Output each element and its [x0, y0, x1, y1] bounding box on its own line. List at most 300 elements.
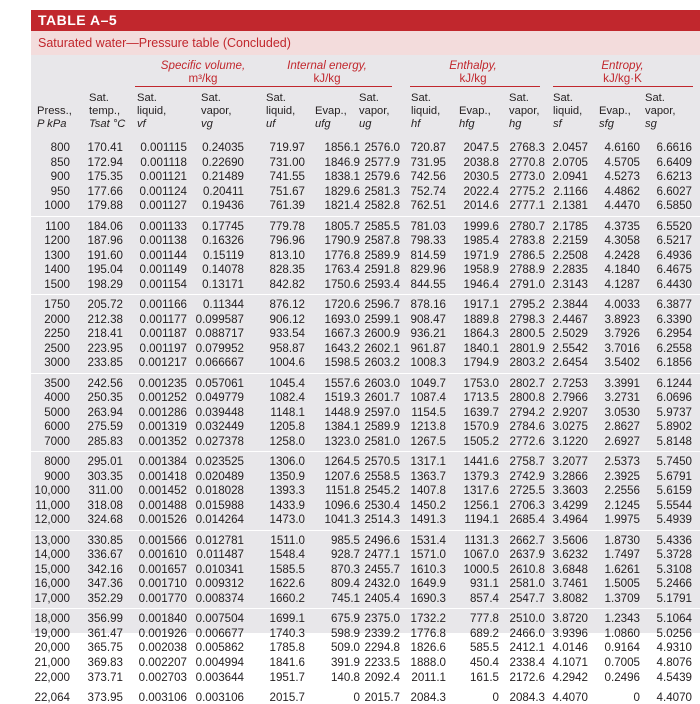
table-cell: 4.1287 — [604, 277, 640, 291]
column-header-line: ug — [359, 118, 372, 130]
table-cell: 6.4936 — [656, 248, 692, 262]
table-cell: 2601.7 — [364, 391, 400, 405]
table-cell: 2768.3 — [509, 141, 545, 154]
table-cell: 242.56 — [87, 376, 123, 390]
group-label: Entropy, — [601, 59, 644, 72]
table-cell: 844.55 — [410, 277, 446, 291]
table-cell: 933.54 — [269, 327, 305, 341]
table-cell: 2784.6 — [509, 420, 545, 434]
table-cell: 373.71 — [87, 670, 123, 684]
column-header-line: hfg — [459, 118, 475, 130]
table-cell: 0.001526 — [138, 513, 187, 527]
table-cell: 2.4467 — [552, 312, 588, 326]
column-header-line: sf — [553, 118, 562, 130]
table-cell: 0.001418 — [138, 469, 187, 483]
table-cell: 14,000 — [34, 548, 70, 562]
table-cell: 0.015988 — [195, 498, 244, 512]
table-cell: 2.1166 — [553, 184, 588, 198]
table-cell: 781.03 — [410, 219, 446, 233]
table-cell: 187.96 — [87, 234, 123, 248]
table-cell: 2780.7 — [509, 219, 545, 233]
table-cell: 1720.6 — [324, 298, 360, 312]
table-cell: 1407.8 — [410, 484, 446, 498]
table-cell: 1829.6 — [324, 184, 360, 198]
table-cell: 1821.4 — [324, 199, 360, 213]
table-cell: 1598.5 — [324, 356, 360, 370]
column-header-line: sg — [645, 118, 657, 130]
table-cell: 2.2508 — [552, 248, 588, 262]
column-header-line: liquid, — [411, 105, 441, 117]
table-cell: 5.1064 — [656, 612, 692, 626]
table-cell: 233.85 — [87, 356, 123, 370]
table-cell: 1838.1 — [324, 170, 360, 184]
table-cell: 1999.6 — [463, 219, 499, 233]
table-cell: 1267.5 — [410, 434, 446, 448]
column-header-line: Press., — [37, 105, 72, 117]
table-cell: 17,000 — [34, 591, 70, 605]
table-cell: 0.001121 — [139, 170, 187, 184]
table-cell: 1393.3 — [269, 484, 305, 498]
table-cell: 2015.7 — [364, 690, 400, 704]
table-cell: 1.2343 — [604, 612, 640, 626]
table-cell: 2375.0 — [364, 612, 400, 626]
table-cell: 1610.3 — [410, 562, 446, 576]
column-header-line: uf — [266, 118, 276, 130]
table-cell: 2597.0 — [364, 405, 400, 419]
table-cell: 2589.9 — [364, 420, 400, 434]
column-header — [37, 92, 72, 131]
table-cell: 2.0705 — [552, 155, 588, 169]
table-cell: 0.001115 — [140, 141, 187, 154]
table-cell: 2250 — [44, 327, 70, 341]
table-cell: 0.001127 — [139, 199, 187, 213]
table-cell: 175.35 — [87, 170, 123, 184]
table-cell: 2579.6 — [364, 170, 400, 184]
table-cell: 2466.0 — [509, 626, 545, 640]
table-cell: 876.12 — [269, 298, 305, 312]
table-cell: 752.74 — [410, 184, 446, 198]
table-cell: 0 — [492, 690, 499, 704]
table-cell: 1585.5 — [269, 562, 305, 576]
table-cell: 2084.3 — [509, 690, 545, 704]
table-cell: 950 — [50, 184, 70, 198]
column-header — [459, 92, 491, 131]
table-cell: 195.04 — [87, 263, 123, 277]
table-cell: 4.8076 — [656, 655, 692, 669]
table-cell: 369.83 — [87, 655, 123, 669]
table-cell: 2596.7 — [364, 298, 400, 312]
table-cell: 3.5402 — [604, 356, 640, 370]
table-cell: 961.87 — [410, 341, 446, 355]
table-cell: 1946.4 — [463, 277, 499, 291]
table-cell: 336.67 — [87, 548, 123, 562]
table-cell: 2.5542 — [552, 341, 588, 355]
table-cell: 2587.8 — [364, 234, 400, 248]
group-separator — [31, 216, 700, 217]
table-cell: 2603.0 — [364, 376, 400, 390]
table-cell: 22,000 — [34, 670, 70, 684]
table-cell: 1571.0 — [410, 548, 446, 562]
table-cell: 0.003644 — [195, 670, 244, 684]
table-cell: 2.6927 — [604, 434, 640, 448]
table-cell: 0.020489 — [195, 469, 244, 483]
table-cell: 4.5439 — [656, 670, 692, 684]
table-cell: 4.6160 — [604, 141, 640, 154]
table-cell: 0.032449 — [195, 420, 244, 434]
table-cell: 4.3735 — [604, 219, 640, 233]
table-cell: 931.1 — [469, 577, 499, 591]
table-cell: 1384.1 — [324, 420, 360, 434]
table-cell: 3.3603 — [552, 484, 588, 498]
table-cell: 2030.5 — [463, 170, 499, 184]
table-cell: 1985.4 — [463, 234, 499, 248]
column-header-line: vg — [201, 118, 213, 130]
table-cell: 2581.3 — [364, 184, 400, 198]
group-separator — [31, 687, 700, 688]
table-cell: 675.9 — [330, 612, 360, 626]
column-header-line: vapor, — [509, 105, 540, 117]
table-cell: 731.95 — [410, 155, 446, 169]
table-cell: 1207.6 — [324, 469, 360, 483]
table-cell: 0.001770 — [138, 591, 187, 605]
column-header-line: Sat. — [359, 92, 379, 104]
table-cell: 0.001124 — [139, 184, 187, 198]
table-cell: 2800.8 — [509, 391, 545, 405]
table-cell: 303.35 — [87, 469, 123, 483]
table-cell: 0.001610 — [138, 548, 187, 562]
table-cell: 0.17745 — [202, 219, 244, 233]
table-cell: 2800.5 — [509, 327, 545, 341]
table-cell: 347.36 — [87, 577, 123, 591]
table-cell: 5.7450 — [656, 455, 692, 469]
table-cell: 1100 — [45, 219, 70, 233]
column-header-line — [37, 92, 72, 105]
table-cell: 1693.0 — [324, 312, 360, 326]
table-cell: 3.3991 — [604, 376, 640, 390]
table-cell: 3.9396 — [552, 626, 588, 640]
table-cell: 5.8148 — [656, 434, 692, 448]
table-title: TABLE A–5 — [31, 10, 700, 31]
table-cell: 2496.6 — [364, 533, 400, 547]
column-header-line: hg — [509, 118, 522, 130]
table-cell: 365.75 — [87, 641, 123, 655]
table-cell: 4.1840 — [604, 263, 640, 277]
table-cell: 6.6409 — [656, 155, 692, 169]
table-cell: 3.8720 — [552, 612, 588, 626]
table-cell: 1154.5 — [411, 405, 446, 419]
column-header — [411, 92, 440, 131]
table-cell: 1450.2 — [410, 498, 446, 512]
table-cell: 0.011487 — [196, 548, 244, 562]
table-cell: 5.8902 — [656, 420, 692, 434]
column-header — [89, 92, 125, 131]
table-cell: 4.1071 — [552, 655, 588, 669]
table-cell: 1864.3 — [463, 327, 499, 341]
table-cell: 275.59 — [87, 420, 123, 434]
column-header-line: vapor, — [645, 105, 676, 117]
table-cell: 2798.3 — [509, 312, 545, 326]
column-header-line: Sat. — [509, 92, 529, 104]
table-cell: 0.001154 — [139, 277, 187, 291]
table-cell: 6.0696 — [656, 391, 692, 405]
table-cell: 1667.3 — [324, 327, 360, 341]
table-cell: 4.0146 — [552, 641, 588, 655]
table-cell: 2.0941 — [552, 170, 588, 184]
table-cell: 0.004994 — [195, 655, 244, 669]
table-cell: 0.002207 — [138, 655, 187, 669]
column-header-line: liquid, — [553, 105, 583, 117]
table-cell: 1.7497 — [604, 548, 640, 562]
table-cell: 2.0457 — [552, 141, 588, 154]
table-cell: 212.38 — [87, 312, 123, 326]
table-cell: 5.3108 — [656, 562, 692, 576]
table-cell: 1473.0 — [269, 513, 305, 527]
column-header-line: Evap., — [315, 105, 347, 117]
table-cell: 813.10 — [269, 248, 305, 262]
table-cell: 745.1 — [330, 591, 360, 605]
table-cell: 2725.5 — [509, 484, 545, 498]
table-cell: 2405.4 — [364, 591, 400, 605]
table-cell: 2706.3 — [509, 498, 545, 512]
table-cell: 1323.0 — [324, 434, 360, 448]
table-cell: 3.1220 — [552, 434, 588, 448]
table-cell: 928.7 — [330, 548, 360, 562]
table-cell: 751.67 — [269, 184, 305, 198]
table-cell: 6.2558 — [656, 341, 692, 355]
table-cell: 2.2835 — [552, 263, 588, 277]
table-cell: 0.20411 — [202, 184, 244, 198]
table-cell: 179.88 — [87, 199, 123, 213]
column-header — [315, 92, 347, 131]
table-cell: 1008.3 — [410, 356, 446, 370]
table-cell: 0.001252 — [138, 391, 187, 405]
table-cell: 2014.6 — [463, 199, 499, 213]
table-cell: 2581.0 — [364, 434, 400, 448]
table-cell: 352.29 — [87, 591, 123, 605]
column-header-line: Sat. — [89, 92, 109, 104]
table-cell: 2802.7 — [509, 376, 545, 390]
table-cell: 2.1785 — [552, 219, 588, 233]
table-cell: 936.21 — [410, 327, 446, 341]
table-cell: 1300 — [44, 248, 70, 262]
table-cell: 2084.3 — [410, 690, 446, 704]
table-cell: 1045.4 — [269, 376, 305, 390]
table-cell: 5.5544 — [656, 498, 692, 512]
table-cell: 1888.0 — [410, 655, 446, 669]
table-cell: 2788.9 — [509, 263, 545, 277]
table-cell: 1448.9 — [324, 405, 360, 419]
table-cell: 1690.3 — [410, 591, 446, 605]
table-cell: 2038.8 — [463, 155, 499, 169]
table-cell: 5.0256 — [656, 626, 692, 640]
table-cell: 2477.1 — [364, 548, 400, 562]
table-cell: 2758.7 — [509, 455, 545, 469]
table-cell: 719.97 — [269, 141, 305, 154]
table-cell: 2.7966 — [552, 391, 588, 405]
table-cell: 0.001197 — [139, 341, 187, 355]
table-cell: 1805.7 — [324, 219, 360, 233]
table-cell: 21,000 — [34, 655, 70, 669]
group-enthalpy — [408, 59, 538, 85]
table-cell: 1776.8 — [324, 248, 360, 262]
table-cell: 0.001452 — [138, 484, 187, 498]
table-cell: 1519.3 — [324, 391, 360, 405]
table-cell: 2.5373 — [604, 455, 640, 469]
table-cell: 1205.8 — [269, 420, 305, 434]
table-cell: 1400 — [44, 263, 70, 277]
table-cell: 2011.1 — [411, 670, 446, 684]
table-cell: 172.94 — [87, 155, 123, 169]
table-cell: 0.001384 — [138, 455, 187, 469]
table-cell: 2172.6 — [509, 670, 545, 684]
table-cell: 0.002038 — [138, 641, 187, 655]
table-cell: 6.5520 — [656, 219, 692, 233]
table-cell: 0.7005 — [604, 655, 640, 669]
table-cell: 741.55 — [269, 170, 305, 184]
group-label: Enthalpy, — [449, 59, 497, 72]
group-label: Specific volume, — [160, 59, 246, 72]
table-cell: 1213.8 — [410, 420, 446, 434]
table-cell: 1500 — [44, 277, 70, 291]
table-cell: 5.4939 — [656, 513, 692, 527]
table-cell: 1639.7 — [463, 405, 499, 419]
table-cell: 2455.7 — [364, 562, 400, 576]
table-cell: 3000 — [44, 356, 70, 370]
group-unit: m³/kg — [188, 72, 218, 85]
table-cell: 900 — [50, 170, 70, 184]
table-cell: 170.41 — [87, 141, 123, 154]
table-cell: 2530.4 — [364, 498, 400, 512]
table-cell: 373.95 — [87, 690, 123, 704]
column-header-line: P kPa — [37, 118, 67, 130]
table-cell: 2092.4 — [364, 670, 400, 684]
column-header-line: Sat. — [411, 92, 431, 104]
table-cell: 1000 — [44, 199, 70, 213]
table-cell: 2022.4 — [463, 184, 499, 198]
column-header — [599, 92, 631, 131]
table-cell: 1.8730 — [604, 533, 640, 547]
group-unit: kJ/kg·K — [603, 72, 642, 85]
table-cell: 4.4470 — [604, 199, 640, 213]
table-cell: 2.3925 — [604, 469, 640, 483]
table-cell: 3.5606 — [552, 533, 588, 547]
table-cell: 2558.5 — [364, 469, 400, 483]
table-cell: 0.023525 — [195, 455, 244, 469]
table-cell: 800 — [50, 141, 70, 154]
table-cell: 0.21489 — [202, 170, 244, 184]
group-underline — [553, 86, 693, 87]
table-cell: 1049.7 — [410, 376, 446, 390]
table-cell: 1433.9 — [269, 498, 305, 512]
column-header-line: ufg — [315, 118, 331, 130]
table-cell: 4.4862 — [604, 184, 640, 198]
column-header-line: Evap., — [459, 105, 491, 117]
table-cell: 0.14078 — [202, 263, 244, 277]
table-cell: 857.4 — [469, 591, 499, 605]
table-cell: 3.2077 — [552, 455, 588, 469]
table-cell: 161.5 — [469, 670, 499, 684]
table-cell: 9000 — [44, 469, 70, 483]
table-cell: 218.41 — [87, 327, 123, 341]
column-header-line: liquid, — [266, 105, 296, 117]
table-cell: 0.007504 — [195, 612, 244, 626]
table-cell: 5000 — [44, 405, 70, 419]
table-cell: 0.001319 — [138, 420, 187, 434]
table-cell: 0.099587 — [195, 312, 244, 326]
table-cell: 2773.0 — [509, 170, 545, 184]
table-cell: 5.1791 — [656, 591, 692, 605]
table-cell: 6.5850 — [656, 199, 692, 213]
table-cell: 3.2731 — [604, 391, 640, 405]
table-cell: 1548.4 — [269, 548, 305, 562]
table-cell: 18,000 — [34, 612, 70, 626]
table-cell: 1491.3 — [410, 513, 446, 527]
table-cell: 311.00 — [88, 484, 123, 498]
table-cell: 0.003106 — [195, 690, 244, 704]
table-cell: 0.005862 — [195, 641, 244, 655]
table-cell: 318.08 — [87, 498, 123, 512]
table-cell: 1441.6 — [463, 455, 499, 469]
table-cell: 0.001138 — [139, 234, 187, 248]
column-header-line: Sat. — [266, 92, 286, 104]
group-separator — [31, 373, 700, 374]
table-cell: 1148.1 — [270, 405, 305, 419]
table-cell: 0.049779 — [195, 391, 244, 405]
table-cell: 2.1381 — [552, 199, 588, 213]
table-cell: 184.06 — [87, 219, 123, 233]
table-cell: 585.5 — [469, 641, 499, 655]
table-cell: 19,000 — [34, 626, 70, 640]
table-cell: 1846.9 — [324, 155, 360, 169]
table-cell: 10,000 — [34, 484, 70, 498]
table-cell: 1699.1 — [269, 612, 305, 626]
table-cell: 1000.5 — [463, 562, 499, 576]
table-cell: 1971.9 — [463, 248, 499, 262]
column-header-line: Sat. — [645, 92, 665, 104]
table-cell: 1750 — [44, 298, 70, 312]
table-cell: 0.001488 — [138, 498, 187, 512]
table-cell: 0.001149 — [139, 263, 187, 277]
table-cell: 356.99 — [87, 612, 123, 626]
table-cell: 6.3390 — [656, 312, 692, 326]
table-cell: 1.6261 — [604, 562, 640, 576]
table-cell: 0.010341 — [195, 562, 244, 576]
table-cell: 140.8 — [330, 670, 360, 684]
table-cell: 509.0 — [330, 641, 360, 655]
table-cell: 191.60 — [87, 248, 123, 262]
table-cell: 1041.3 — [324, 513, 360, 527]
table-cell: 689.2 — [469, 626, 499, 640]
table-cell: 0.19436 — [202, 199, 244, 213]
table-cell: 0.006677 — [195, 626, 244, 640]
table-cell: 2545.2 — [364, 484, 400, 498]
table-cell: 1.3709 — [604, 591, 640, 605]
table-cell: 250.35 — [87, 391, 123, 405]
group-underline — [135, 86, 270, 87]
table-cell: 0.001286 — [138, 405, 187, 419]
column-header-line — [315, 92, 347, 105]
table-cell: 2294.8 — [364, 641, 400, 655]
group-underline — [264, 86, 392, 87]
table-cell: 1841.6 — [269, 655, 305, 669]
column-header-line: Sat. — [553, 92, 573, 104]
table-cell: 1732.2 — [410, 612, 446, 626]
table-cell: 0.13171 — [202, 277, 244, 291]
table-cell: 2637.9 — [509, 548, 545, 562]
table-cell: 2803.2 — [509, 356, 545, 370]
table-cell: 0.2496 — [604, 670, 640, 684]
table-cell: 2.2556 — [604, 484, 640, 498]
